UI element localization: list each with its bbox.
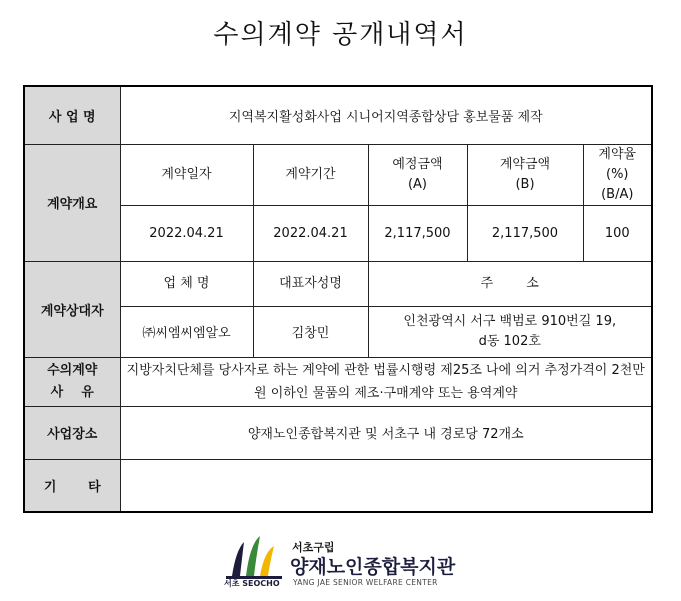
place-label: 사업장소: [24, 406, 120, 459]
logo-small-text: 서초구립: [292, 541, 335, 554]
contract-table: [23, 85, 653, 513]
reason-value: 지방자치단체를 당사자로 하는 계약에 관한 법률시행령 제25조 나에 의거 추정가격이 2천만원 이하인 물품의 제조·구매계약 또는 용역계약: [120, 357, 652, 406]
contract-amount: 2,117,500: [467, 205, 583, 261]
contract-date: 2022.04.21: [120, 205, 253, 261]
overview-header: 예정금액 (A): [368, 144, 467, 205]
party-header: 업 체 명: [120, 261, 253, 306]
company-name: ㈜씨엠씨엠알오: [120, 306, 253, 357]
etc-value: [120, 459, 652, 512]
party-header: 주 소: [368, 261, 652, 306]
representative-name: 김창민: [253, 306, 368, 357]
project-row: [24, 86, 652, 144]
reason-label: 수의계약 사 유: [24, 357, 120, 406]
logo-english: YANG JAE SENIOR WELFARE CENTER: [293, 578, 438, 587]
overview-header: 계약금액 (B): [467, 144, 583, 205]
company-address: 인천광역시 서구 백범로 910번길 19, d동 102호: [368, 306, 652, 357]
logo-name: 양재노인종합복지관: [290, 556, 456, 578]
project-label: 사 업 명: [24, 86, 120, 144]
page-title: 수의계약 공개내역서: [213, 20, 468, 50]
party-header: 대표자성명: [253, 261, 368, 306]
reason-row: [24, 357, 652, 406]
logo-district: 서초 SEOCHO: [224, 579, 280, 588]
overview-header: 계약기간: [253, 144, 368, 205]
etc-label: 기 타: [24, 459, 120, 512]
overview-label: 계약개요: [24, 144, 120, 261]
etc-row: [24, 459, 652, 512]
party-header-row: [24, 261, 652, 306]
overview-header: 계약율(%) (B/A): [583, 144, 652, 205]
contract-period: 2022.04.21: [253, 205, 368, 261]
contract-rate: 100: [583, 205, 652, 261]
overview-header-row: [24, 144, 652, 205]
party-label: 계약상대자: [24, 261, 120, 357]
place-value: 양재노인종합복지관 및 서초구 내 경로당 72개소: [120, 406, 652, 459]
estimated-amount: 2,117,500: [368, 205, 467, 261]
overview-header: 계약일자: [120, 144, 253, 205]
project-value: 지역복지활성화사업 시니어지역종합상담 홍보물품 제작: [120, 86, 652, 144]
place-row: [24, 406, 652, 459]
